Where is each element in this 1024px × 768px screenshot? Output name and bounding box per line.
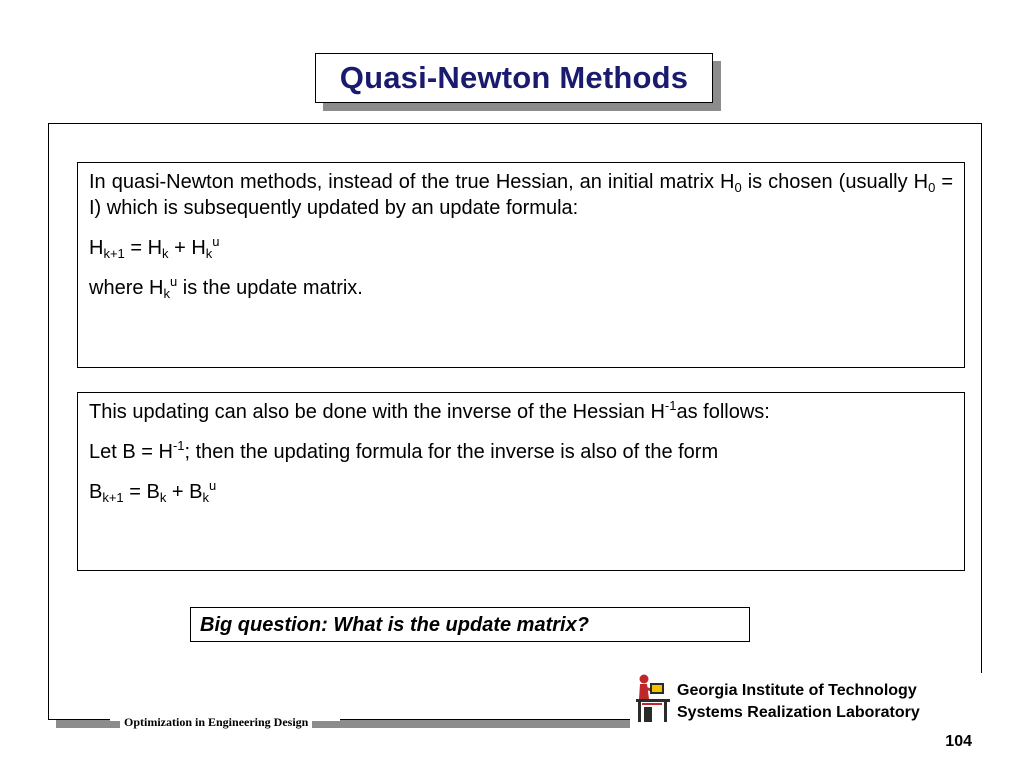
person-at-desk-logo-icon: [632, 673, 672, 725]
inverse-intro-paragraph: This updating can also be done with the inverse of the Hessian $H^{-1}as$ follows:: [89, 398, 770, 423]
page-title: Quasi-Newton Methods: [339, 60, 689, 95]
quasi-newton-text-box: [77, 162, 965, 368]
big-question-text: Big question: What is the update matrix?: [200, 613, 589, 636]
page-number: 104: [945, 733, 972, 750]
inverse-definition: Let $B = H^{-1}$; then the updating formula for the inverse is also of the form: [89, 438, 719, 463]
inverse-update-formula: $B_{k+1} = B_k + B_k^u$: [89, 478, 217, 505]
hessian-update-formula: $H_{k+1} = H_k + H_k^u$: [89, 234, 220, 261]
org-name-line2: Systems Realization Laboratory: [677, 704, 920, 721]
course-name: Optimization in Engineering Design: [120, 715, 312, 730]
intro-paragraph: In quasi-Newton methods, instead of the true Hessian, an initial matrix $H_0$ is chosen (usually $H_0 = I$) which is subsequently updated by an update formula:: [89, 171, 953, 219]
org-name-line1: Georgia Institute of Technology: [677, 682, 917, 699]
title-box: [315, 53, 713, 103]
inverse-hessian-text-box: [77, 392, 965, 571]
big-question-box: [190, 607, 750, 642]
update-matrix-definition: where $H_k^u$ is the update matrix.: [89, 274, 363, 301]
